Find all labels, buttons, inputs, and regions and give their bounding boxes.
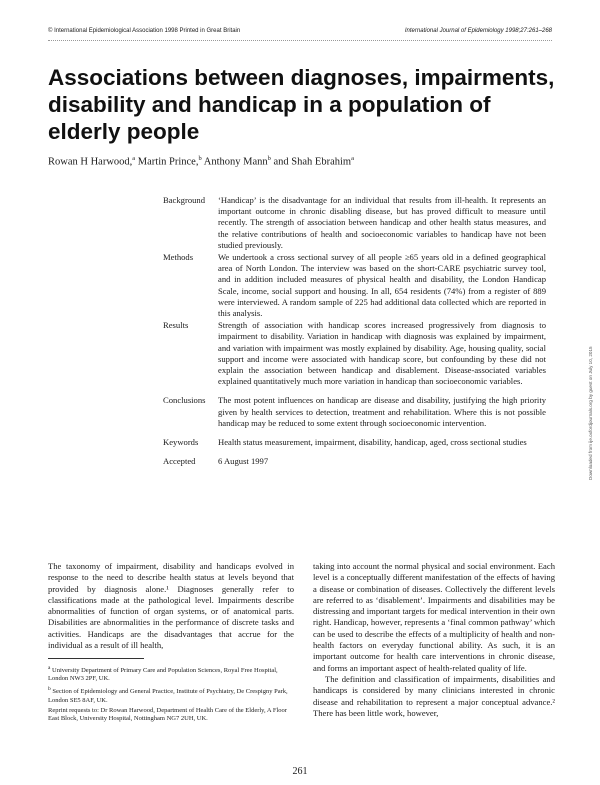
abstract-label: Results: [163, 320, 189, 331]
abstract-label: Accepted: [163, 456, 196, 467]
abstract-text: The most potent influences on handicap are disease and disability, justifying the high priority given by health services to detection, treatment and rehabilitation. Where this is not possible handicap may be reduced to some extent through socioeconomic intervention.: [218, 395, 546, 428]
download-watermark-text: Downloaded from ije.oxfordjournals.org by guest on July 10, 2015: [588, 346, 593, 480]
abstract-label: Background: [163, 195, 206, 205]
abstract-background: [163, 195, 546, 251]
abstract-label: Methods: [163, 252, 194, 263]
abstract-text: Health status measurement, impairment, disability, handicap, aged, cross sectional studies: [218, 437, 527, 448]
abstract-methods: [163, 252, 546, 319]
footnote-reprint: [48, 707, 294, 723]
footnote-affiliation: [48, 664, 294, 683]
abstract-accepted: [163, 456, 546, 467]
author-name: Martin Prince,: [135, 156, 199, 168]
abstract-text: Strength of association with handicap scores increased progressively from diagnosis to impairment to disability. Variation in handicap with diagnosis was explained by impairment, and variation with impairment was mostly explained by disability. Age, housing quality, social support and income were associated with handicap score, but confounding by these did not explain the association between handicap and disablement. Disease-associated variables explained quantitatively much more variation in handicap than socioeconomic variables.: [218, 320, 546, 387]
abstract-label: Conclusions: [163, 395, 206, 406]
abstract-text: We undertook a cross sectional survey of all people ≥65 years old in a defined geographical area of North London. The interview was based on the short-CARE psychiatric survey tool, and in addition included measures of physical health and disability, the London Handicap Scale, income, social support and housing. In all, 654 residents (74%) from a register of 889 were interviewed. A random sample of 225 had additional data collected which are reported in this analysis.: [218, 252, 546, 319]
abstract: [163, 195, 546, 467]
journal-citation: International Journal of Epidemiology 1998;27:261–268: [404, 28, 552, 34]
author-name: Anthony Mann: [201, 156, 268, 168]
footnote-mark: a: [48, 665, 51, 671]
abstract-conclusions: [163, 395, 546, 429]
affiliation-mark: a: [351, 155, 354, 162]
footnote-mark: b: [48, 686, 51, 693]
footnote-text: Reprint requests to: Dr Rowan Harwood, Department of Health Care of the Elderly, A Floor East Block, University Hospital, Nottingham NG7 2UH, UK.: [48, 706, 287, 722]
body-paragraph: The taxonomy of impairment, disability and handicaps evolved in response to the need to describe health status at levels beyond that provided by diagnosis alone.¹ Diagnoses generally refer to classifications made at the pathological level. Impairments describe abnormalities of function of organ systems, or of anatomical parts. Disabilities are abnormalities in the performance of discrete tasks and activities. Handicaps are the disadvantages that accrue for the individual as a result of ill health,: [48, 561, 294, 651]
footnote-text: Section of Epidemiology and General Practice, Institute of Psychiatry, De Crespigny Park, London SE5 8AF, UK.: [48, 688, 288, 704]
abstract-results: [163, 320, 546, 387]
affiliation-mark: b: [198, 155, 202, 162]
download-watermark: [584, 330, 596, 480]
page-number: 261: [292, 766, 308, 777]
footnotes: [48, 664, 294, 725]
footnote-text: University Department of Primary Care and Population Sciences, Royal Free Hospital, London NW3 2PF, UK.: [48, 667, 278, 683]
footnote-rule: [48, 658, 144, 659]
abstract-keywords: [163, 437, 546, 448]
abstract-label: Keywords: [163, 437, 199, 448]
affiliation-mark: a: [132, 155, 136, 162]
affiliation-mark: b: [267, 155, 271, 162]
header-rule: [48, 40, 552, 41]
footnote-affiliation: [48, 685, 294, 704]
article-title: Associations between diagnoses, impairments, disability and handicap in a population of elderly people: [48, 65, 555, 144]
abstract-text: 6 August 1997: [218, 456, 269, 467]
body-paragraph: taking into account the normal physical and social environment. Each level is a conceptually different manifestation of the effects of having a disease or combination of diseases. Collectively the different levels are referred to as ‘disablement’. Impairments and disabilities may be distressing and important targets for medical intervention in their own right. Handicap, however, represents a ‘final common pathway’ which can be used to describe the effects of a multiplicity of health and non-health factors on everyday functional ability. As such, it is an important outcome for health care interventions in chronic disease, and forms an important aspect of health-related quality of life.: [313, 561, 555, 673]
abstract-text: ‘Handicap’ is the disadvantage for an individual that results from ill-health. It represents an important outcome in chronic disabling disease, but has proved difficult to measure until recently. The strength of association between handicap and other health status measures, and the relative contributions of health and socioeconomic variables to handicap have not been studied previously.: [218, 195, 546, 250]
body-paragraph: The definition and classification of impairments, disabilities and handicaps is considered by many clinicians interested in chronic disease and rehabilitation to represent a major conceptual advance.² There has been little work, however,: [313, 673, 555, 718]
body-column-right: [313, 561, 555, 719]
journal-copyright: © International Epidemiological Association 1998 Printed in Great Britain: [48, 28, 241, 34]
author-name: Rowan H Harwood,: [48, 156, 133, 168]
author-list: [48, 155, 354, 168]
body-column-left: [48, 561, 294, 651]
author-name: and Shah Ebrahim: [270, 156, 352, 168]
